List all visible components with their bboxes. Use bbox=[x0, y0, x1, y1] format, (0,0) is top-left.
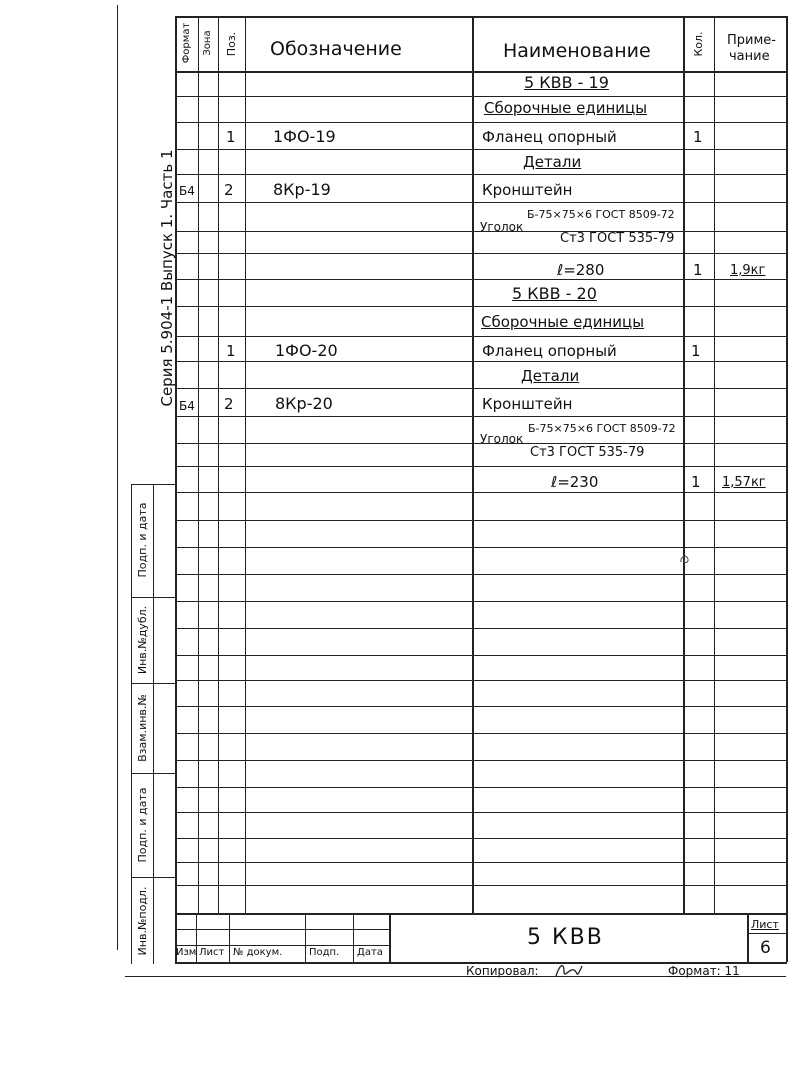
header-qty: Кол. bbox=[692, 31, 705, 57]
footer-copied: Копировал: bbox=[466, 964, 539, 978]
row-name-prefix: Уголок bbox=[480, 432, 524, 446]
side-stamp-inv-podl: Инв.№подл. bbox=[136, 886, 149, 956]
title-block-col-date: Дата bbox=[357, 947, 383, 958]
table-row-line bbox=[175, 812, 787, 813]
title-block-v3 bbox=[305, 913, 306, 962]
left-margin-line bbox=[117, 5, 118, 950]
row-designation: 8Кр-19 bbox=[273, 180, 331, 199]
title-block-sheet-div bbox=[747, 933, 787, 934]
row-pos: 1 bbox=[226, 342, 236, 360]
row-name: Кронштейн bbox=[482, 181, 573, 199]
series-label: Серия 5.904-1 Выпуск 1. Часть 1 bbox=[158, 149, 176, 407]
row-qty: 1 bbox=[691, 473, 701, 491]
side-stamp-sign-date-2: Подп. и дата bbox=[136, 787, 149, 863]
table-row-line bbox=[175, 574, 787, 575]
table-row-line bbox=[175, 838, 787, 839]
title-block-v6 bbox=[747, 913, 749, 962]
side-stamp-inv-dubl: Инв.№дубл. bbox=[136, 605, 149, 675]
row-qty: 1 bbox=[693, 128, 703, 146]
table-row-line bbox=[175, 253, 787, 254]
row-pos: 2 bbox=[224, 181, 234, 199]
table-row-line bbox=[175, 628, 787, 629]
title-block-top bbox=[175, 913, 787, 915]
title-block-col-change: Изм bbox=[176, 947, 197, 958]
row-qty: 1 bbox=[691, 342, 701, 360]
section-parts-20: Детали bbox=[521, 367, 580, 385]
table-row-line bbox=[175, 520, 787, 521]
copier-signature-icon bbox=[552, 958, 592, 984]
row-name: Фланец опорный bbox=[482, 128, 617, 146]
row-designation: 8Кр-20 bbox=[275, 394, 333, 413]
col-line-designation bbox=[472, 16, 474, 913]
table-row-line bbox=[175, 122, 787, 123]
title-block-col-sign: Подп. bbox=[309, 947, 340, 958]
table-row-line bbox=[175, 202, 787, 203]
title-block-v5 bbox=[389, 913, 391, 962]
col-line-format bbox=[198, 16, 199, 913]
header-pos: Поз. bbox=[225, 31, 238, 57]
stray-mark-icon bbox=[678, 552, 692, 566]
section-parts-19: Детали bbox=[523, 153, 582, 171]
footer-format: Формат: 11 bbox=[668, 964, 740, 978]
row-name-prefix: Уголок bbox=[480, 220, 524, 234]
section-assembly-units-20: Сборочные единицы bbox=[481, 313, 645, 331]
table-row-line bbox=[175, 733, 787, 734]
row-name: ℓ=230 bbox=[551, 473, 599, 491]
frame-top-border bbox=[175, 16, 787, 18]
header-note-line1: Приме- bbox=[727, 33, 776, 48]
table-row-line bbox=[175, 760, 787, 761]
title-block-sheet-number: 6 bbox=[760, 938, 771, 958]
table-row-line bbox=[175, 885, 787, 886]
col-line-qty bbox=[714, 16, 715, 913]
row-name: Кронштейн bbox=[482, 395, 573, 413]
header-note-line2: чание bbox=[729, 49, 770, 64]
section-assembly-units-19: Сборочные единицы bbox=[484, 99, 648, 117]
col-line-name bbox=[683, 16, 685, 913]
frame-right-border bbox=[786, 16, 788, 962]
header-zone: Зона bbox=[202, 30, 213, 56]
title-block-row-1 bbox=[175, 929, 389, 930]
table-row-line bbox=[175, 174, 787, 175]
table-row-line bbox=[175, 279, 787, 280]
table-row-line bbox=[175, 862, 787, 863]
side-stamp-mid bbox=[153, 484, 154, 964]
side-stamp-div-4 bbox=[131, 877, 175, 878]
header-designation: Обозначение bbox=[270, 38, 402, 60]
header-bottom-line bbox=[175, 71, 787, 73]
table-row-line bbox=[175, 149, 787, 150]
table-row-line bbox=[175, 96, 787, 97]
table-row-line bbox=[175, 680, 787, 681]
row-name-top: Б-75×75×6 ГОСТ 8509-72 bbox=[528, 422, 676, 435]
side-stamp-div-3 bbox=[131, 773, 175, 774]
table-row-line bbox=[175, 306, 787, 307]
title-5kvv-20: 5 КВВ - 20 bbox=[512, 284, 597, 303]
row-pos: 1 bbox=[226, 128, 236, 146]
title-block-row-2 bbox=[175, 945, 389, 946]
row-note: 1,57кг bbox=[722, 475, 766, 490]
row-name-bottom: Ст3 ГОСТ 535-79 bbox=[530, 445, 645, 460]
row-designation: 1ФО-20 bbox=[275, 341, 338, 360]
title-block-v4 bbox=[353, 913, 354, 962]
side-stamp-vzam-inv: Взам.инв.№ bbox=[136, 694, 149, 762]
row-name-top: Б-75×75×6 ГОСТ 8509-72 bbox=[527, 208, 675, 221]
table-row-line bbox=[175, 601, 787, 602]
row-name-bottom: Ст3 ГОСТ 535-79 bbox=[560, 231, 675, 246]
col-line-pos bbox=[245, 16, 246, 913]
table-row-line bbox=[175, 466, 787, 467]
side-stamp-sign-date-1: Подп. и дата bbox=[136, 502, 149, 578]
side-stamp-left bbox=[131, 484, 132, 964]
table-row-line bbox=[175, 388, 787, 389]
table-row-line bbox=[175, 787, 787, 788]
table-row-line bbox=[175, 336, 787, 337]
title-block-sheet-label: Лист bbox=[751, 918, 779, 931]
header-format: Формат bbox=[181, 22, 192, 64]
title-block-v2 bbox=[229, 913, 230, 962]
col-line-zone bbox=[218, 16, 219, 913]
table-row-line bbox=[175, 361, 787, 362]
row-designation: 1ФО-19 bbox=[273, 127, 336, 146]
title-block-col-sheet: Лист bbox=[199, 947, 225, 958]
side-stamp-top bbox=[131, 484, 175, 485]
table-row-line bbox=[175, 416, 787, 417]
row-pos: 2 bbox=[224, 395, 234, 413]
side-stamp-div-2 bbox=[131, 683, 175, 684]
row-format: Б4 bbox=[179, 399, 195, 413]
title-block-doc-code: 5 КВВ bbox=[527, 925, 604, 950]
table-row-line bbox=[175, 547, 787, 548]
table-row-line bbox=[175, 492, 787, 493]
table-row-line bbox=[175, 706, 787, 707]
table-row-line bbox=[175, 655, 787, 656]
row-qty: 1 bbox=[693, 261, 703, 279]
row-name: ℓ=280 bbox=[557, 261, 605, 279]
title-block-col-doc-no: № докум. bbox=[233, 947, 283, 958]
row-format: Б4 bbox=[179, 184, 195, 198]
row-name: Фланец опорный bbox=[482, 342, 617, 360]
title-5kvv-19: 5 КВВ - 19 bbox=[524, 73, 609, 92]
row-note: 1,9кг bbox=[730, 263, 766, 278]
header-name: Наименование bbox=[503, 40, 651, 62]
